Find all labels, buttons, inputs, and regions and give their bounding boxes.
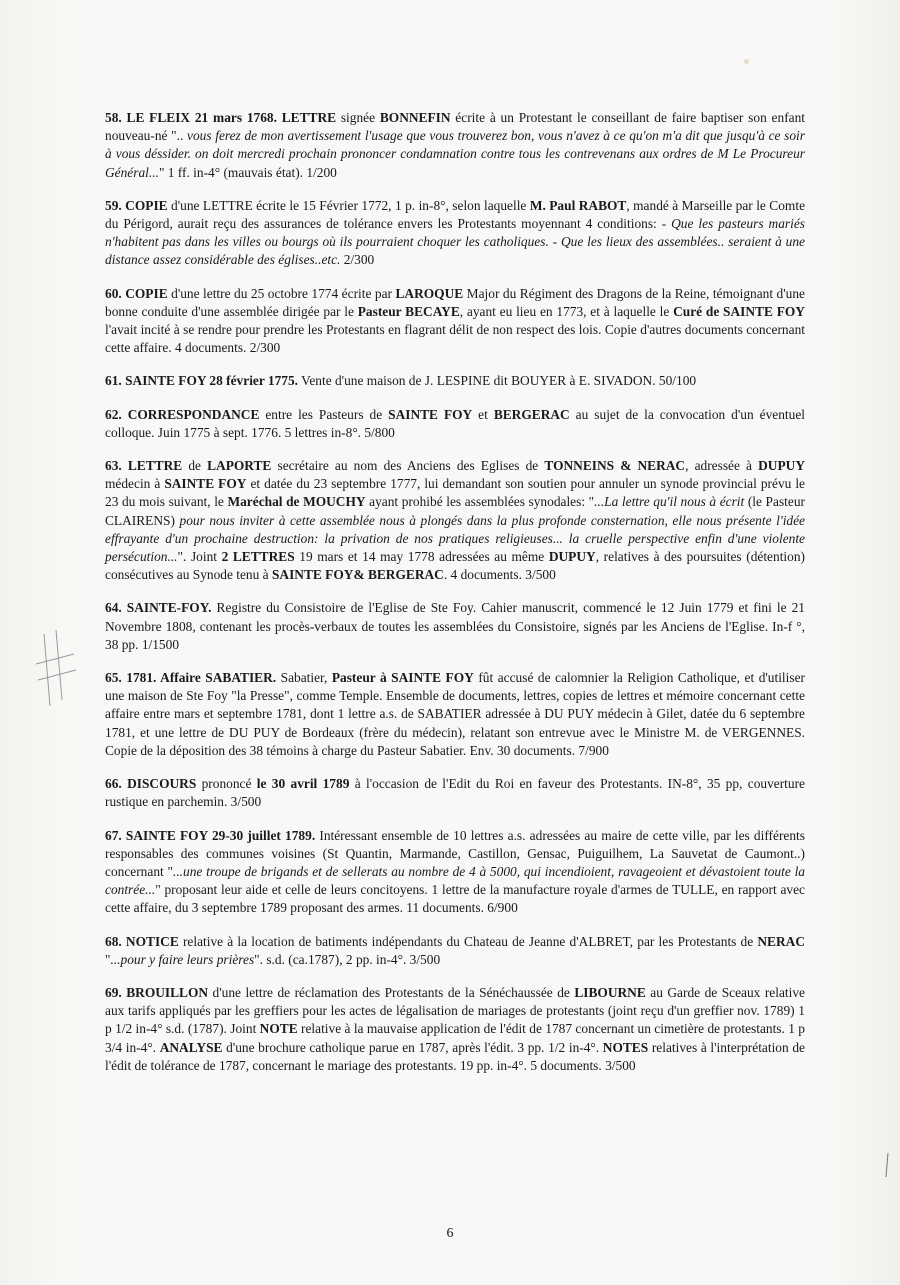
entry-text: à l'occasion de l'Edit du Roi en faveur des Protestants. IN-8°, 35 pp, couverture rustique en parchemin. 3/500	[105, 776, 806, 810]
catalogue-entries	[105, 109, 805, 1090]
bold-text: BERGERAC	[493, 406, 570, 422]
bold-text: 63. LETTRE	[105, 458, 183, 474]
italic-quote: vous ferez de mon avertissement l'usage que vous trouverez bon, vous n'avez à ce qu'on m'a dit que jusqu'à ce soir à vous déssider. on doit mercredi prochain prononcer condamnation contre tous les contrevenans aux ordres de M Le Procureur Général...	[105, 128, 805, 180]
entry-text: 2/300	[340, 252, 375, 268]
bold-text: LIBOURNE	[574, 984, 646, 1000]
bold-text: Curé de SAINTE FOY	[673, 303, 805, 319]
bold-text: le 30 avril 1789	[256, 776, 350, 792]
bold-text: Maréchal de MOUCHY	[227, 494, 366, 510]
bold-text: 68. NOTICE	[105, 933, 179, 949]
entry-text: d'une lettre du 25 octobre 1774 écrite par	[167, 285, 396, 301]
bold-text: 64. SAINTE-FOY.	[105, 600, 212, 616]
entry-text: , relatives à des poursuites (détention) consécutives au Synode tenu à	[105, 549, 805, 583]
entry-text: " proposant leur aide et celle de leurs concitoyens. 1 lettre de la manufacture royale d'armes de TULLE, en rapport avec cette affaire, du 3 septembre 1789 proposant des armes. 11 documents. 6/900	[105, 882, 805, 916]
entry-text: , mandé à Marseille par le Comte du Périgord, aurait reçu des assurances de tolérance envers les Protestants moyennant 4 conditions: -	[105, 197, 806, 232]
entry-text: -	[548, 234, 561, 250]
catalogue-entry	[105, 775, 805, 811]
catalogue-entry	[105, 984, 805, 1075]
entry-text: médecin à	[105, 476, 165, 492]
entry-text: ayant prohibé les assemblées synodales: "	[365, 494, 595, 510]
entry-text: relative à la mauvaise application de l'édit de 1787 concernant un cimetière de protestants. 1 p 3/4 in-4°.	[105, 1021, 805, 1055]
catalogue-entry	[105, 197, 805, 270]
entry-text: signée	[336, 110, 380, 125]
entry-text: écrite à un Protestant le conseillant de faire baptiser son enfant nouveau-né "..	[105, 110, 806, 144]
entry-text: et datée du 23 septembre 1777, lui demandant son soutien pour annuler un synode provincial prévu le 23 du mois suivant, le	[105, 476, 805, 510]
catalogue-entry	[105, 457, 805, 584]
entry-text: " 1 ff. in-4° (mauvais état). 1/200	[158, 164, 337, 180]
bold-text: M. Paul RABOT	[529, 197, 627, 213]
paper-spot	[744, 59, 749, 64]
bold-text: TONNEINS & NERAC	[544, 458, 686, 474]
bold-text: 58. LE FLEIX 21 mars 1768. LETTRE	[105, 110, 337, 125]
bold-text: 2 LETTRES	[221, 549, 295, 565]
bold-text: DUPUY	[548, 549, 596, 565]
entry-text: (le Pasteur CLAIRENS)	[105, 494, 805, 528]
bold-text: 60. COPIE	[105, 285, 168, 301]
italic-quote: Que les lieux des assemblées.. seraient à une distance assez considérable des églises..etc.	[105, 234, 805, 268]
bold-text: Pasteur à SAINTE FOY	[331, 670, 474, 686]
bold-text: DUPUY	[758, 458, 805, 474]
entry-text: relatives à l'interprétation de l'édit de tolérance de 1787, concernant le mariage des protestants. 19 pp. in-4°. 5 documents. 3/500	[105, 1039, 805, 1073]
catalogue-entry	[105, 827, 805, 918]
entry-text: au sujet de la convocation d'un éventuel colloque. Juin 1775 à sept. 1776. 5 lettres in-8°. 5/800	[105, 406, 805, 440]
entry-text: d'une LETTRE écrite le 15 Février 1772, 1 p. in-8°, selon laquelle	[167, 197, 530, 213]
bold-text: NOTES	[602, 1039, 649, 1055]
entry-text: Sabatier,	[276, 670, 332, 686]
entry-text: ". s.d. (ca.1787), 2 pp. in-4°. 3/500	[254, 951, 441, 967]
catalogue-entry	[105, 406, 805, 442]
catalogue-entry	[105, 372, 805, 390]
bold-text: 59. COPIE	[105, 197, 168, 213]
entry-text: secrétaire au nom des Anciens des Eglises de	[271, 458, 545, 474]
bold-text: 65. 1781. Affaire SABATIER.	[105, 670, 277, 686]
bold-text: SAINTE FOY& BERGERAC	[271, 567, 444, 583]
bold-text: LAPORTE	[207, 458, 272, 474]
entry-text: fût accusé de calomnier la Religion Catholique, et d'utiliser une maison de Ste Foy "la Presse", comme Temple. Ensemble de documents, lettres, copies de lettres et mémoire concernant cette affaire entre mars et septembre 1781, dont 1 lettre a.s. de SABATIER adressée à DU PUY médecin à Gilet, datée du 6 septembre 1781, et une lettre de DU PUY de Bordeaux (frère du médecin), relatant son entrevue avec le Ministre M. de VERGENNES. Copie de la déposition des 38 témoins à charge du Pasteur Sabatier. Env. 30 documents. 7/900	[105, 670, 805, 758]
pencil-hash-mark	[30, 628, 80, 708]
entry-text: Vente d'une maison de J. LESPINE dit BOUYER à E. SIVADON. 50/100	[298, 373, 697, 389]
entry-text: d'une brochure catholique parue en 1787, après l'édit. 3 pp. 1/2 in-4°.	[222, 1039, 603, 1055]
entry-text: et	[472, 406, 494, 422]
margin-mark	[884, 1152, 890, 1178]
entry-text: "	[105, 951, 111, 967]
bold-text: SAINTE FOY	[164, 476, 247, 492]
italic-quote: pour nous inviter à cette assemblée nous à plongés dans la plus profonde consternation, elle nous présente l'idée effrayante d'un prochaine destruction: la privation de nos pratiques religieuses... la cruelle perspective enfin d'une violente persécution...	[105, 512, 805, 565]
catalogue-entry	[105, 599, 805, 654]
bold-text: Pasteur BECAYE	[357, 303, 460, 319]
bold-text: 67. SAINTE FOY 29-30 juillet 1789.	[105, 827, 316, 843]
bold-text: NOTE	[259, 1021, 298, 1037]
bold-text: 69. BROUILLON	[105, 984, 209, 1000]
entry-text: au Garde de Sceaux relative aux tarifs appliqués par les greffiers pour les actes de légalisation de mariages de protestants (joint reçu d'un greffier nov. 1789) 1 p 1/2 in-4° s.d. (1787). Joint	[105, 984, 805, 1037]
entry-text: d'une lettre de réclamation des Protestants de la Sénéchaussée de	[208, 984, 575, 1000]
italic-quote: Que les pasteurs mariés n'habitent pas dans les villes ou bourgs où ils pourraient choquer les catholiques.	[105, 216, 805, 250]
entry-text: 19 mars et 14 may 1778 adressées au même	[294, 549, 549, 565]
bold-text: 61. SAINTE FOY 28 février 1775.	[105, 373, 299, 389]
entry-text: Major du Régiment des Dragons de la Reine, témoignant d'une bonne conduite d'une assemblée dirigée par le	[105, 285, 806, 319]
entry-text: , ayant eu lieu en 1773, et à laquelle le	[459, 303, 674, 319]
bold-text: 62. CORRESPONDANCE	[105, 406, 260, 422]
entry-text: Intéressant ensemble de 10 lettres a.s. adressées au maire de cette ville, par les différents responsables des communes voisines (St Quantin, Marmande, Castillon, Gensac, Puiguilhem, La Sauvetat de Caumont..) concernant "	[105, 827, 805, 879]
catalogue-entry	[105, 933, 805, 969]
italic-quote: ...une troupe de brigands et de sellerats au nombre de 4 à 5000, qui incendioient, ravageoient et dévastoient toute la contrée...	[105, 863, 805, 898]
bold-text: ANALYSE	[159, 1039, 223, 1055]
bold-text: 66. DISCOURS	[105, 776, 197, 792]
entry-text: l'avait incité à se rendre pour prendre les Protestants en flagrant délit de non respect des lois. Copie d'autres documents concernant cette affaire. 4 documents. 2/300	[105, 322, 805, 356]
entry-text: . 4 documents. 3/500	[443, 567, 556, 583]
bold-text: LAROQUE	[395, 285, 464, 301]
catalogue-entry	[105, 285, 805, 358]
bold-text: BONNEFIN	[379, 110, 451, 125]
entry-text: , adressée à	[685, 458, 759, 474]
bold-text: NERAC	[757, 933, 806, 949]
catalogue-entry	[105, 109, 805, 182]
italic-quote: ...La lettre qu'il nous à écrit	[594, 494, 745, 510]
entry-text: entre les Pasteurs de	[259, 406, 389, 422]
page-number: 6	[446, 1226, 454, 1241]
catalogue-entry	[105, 669, 805, 760]
entry-text: Registre du Consistoire de l'Eglise de Ste Foy. Cahier manuscrit, commencé le 12 Juin 1779 et fini le 21 Novembre 1808, contenant les procès-verbaux de toutes les assemblées du Consistoire, signés par les Anciens de l'Eglise. In-f °, 38 pp. 1/1500	[105, 600, 805, 652]
entry-text: de	[182, 458, 208, 474]
italic-quote: ...pour y faire leurs prières	[110, 951, 255, 967]
entry-text: relative à la location de batiments indépendants du Chateau de Jeanne d'ALBRET, par les Protestants de	[178, 933, 758, 949]
bold-text: SAINTE FOY	[388, 406, 473, 422]
entry-text: ". Joint	[177, 549, 222, 565]
entry-text: prononcé	[196, 776, 257, 792]
